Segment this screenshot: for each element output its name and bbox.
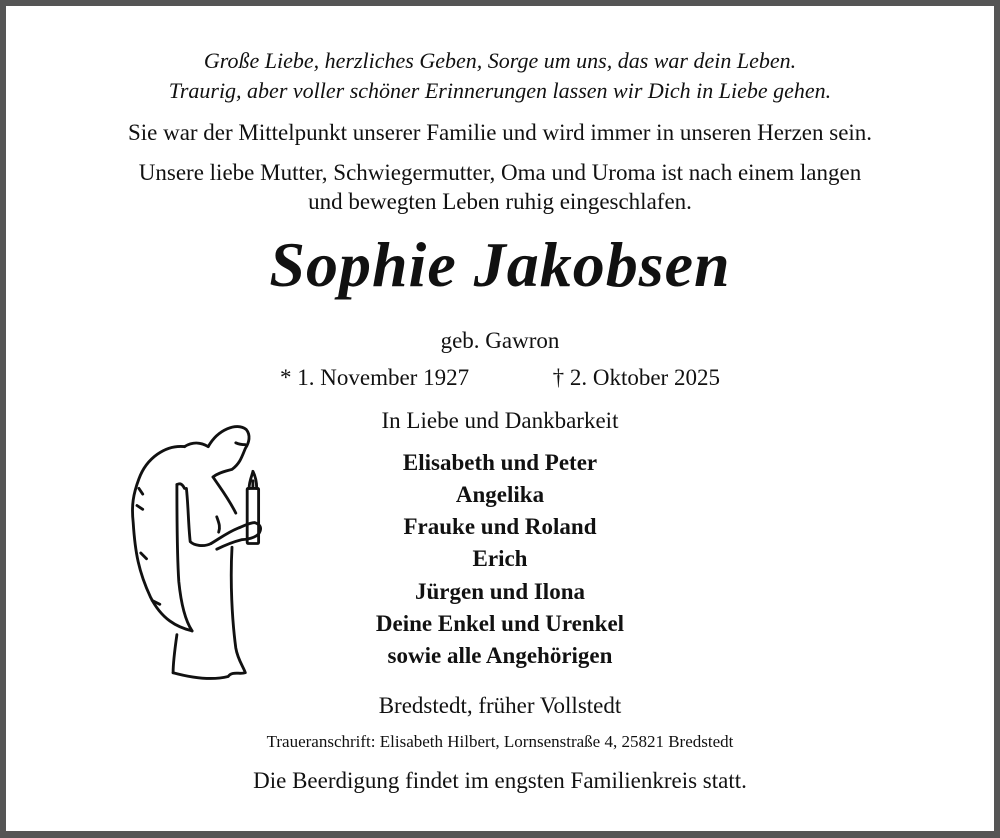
mourning-address: Traueranschrift: Elisabeth Hilbert, Lornsenstraße 4, 25821 Bredstedt [266,732,734,751]
maiden-name: geb. Gawron [440,328,560,353]
mourner-name: Erich [472,546,528,571]
mourners-heading: In Liebe und Dankbarkeit [381,408,619,433]
mourner-name: sowie alle Angehörigen [387,643,613,668]
intro-line-1: Sie war der Mittelpunkt unserer Familie und wird immer in unseren Herzen sein. [127,120,873,145]
life-dates [6,365,994,391]
mourner-name: Frauke und Roland [403,514,597,539]
intro-line-3: und bewegten Leben ruhig eingeschlafen. [308,189,692,214]
verse-line-2: Traurig, aber voller schöner Erinnerungen lassen wir Dich in Liebe gehen. [168,78,832,103]
birth-date: * 1. November 1927 [280,365,470,390]
deceased-name: Sophie Jakobsen [269,229,731,300]
place: Bredstedt, früher Vollstedt [378,693,622,718]
mourner-name: Angelika [455,482,545,507]
mourner-name: Elisabeth und Peter [402,450,598,475]
mourner-name: Jürgen und Ilona [414,579,585,604]
mourner-name: Deine Enkel und Urenkel [375,611,625,636]
obituary-card [6,6,994,831]
angel-with-candle-icon [118,408,308,698]
funeral-note: Die Beerdigung findet im engsten Familienkreis statt. [253,768,747,793]
intro-line-2: Unsere liebe Mutter, Schwiegermutter, Oma und Uroma ist nach einem langen [138,160,862,185]
verse-line-1: Große Liebe, herzliches Geben, Sorge um uns, das war dein Leben. [203,48,797,73]
death-date: † 2. Oktober 2025 [552,365,720,390]
